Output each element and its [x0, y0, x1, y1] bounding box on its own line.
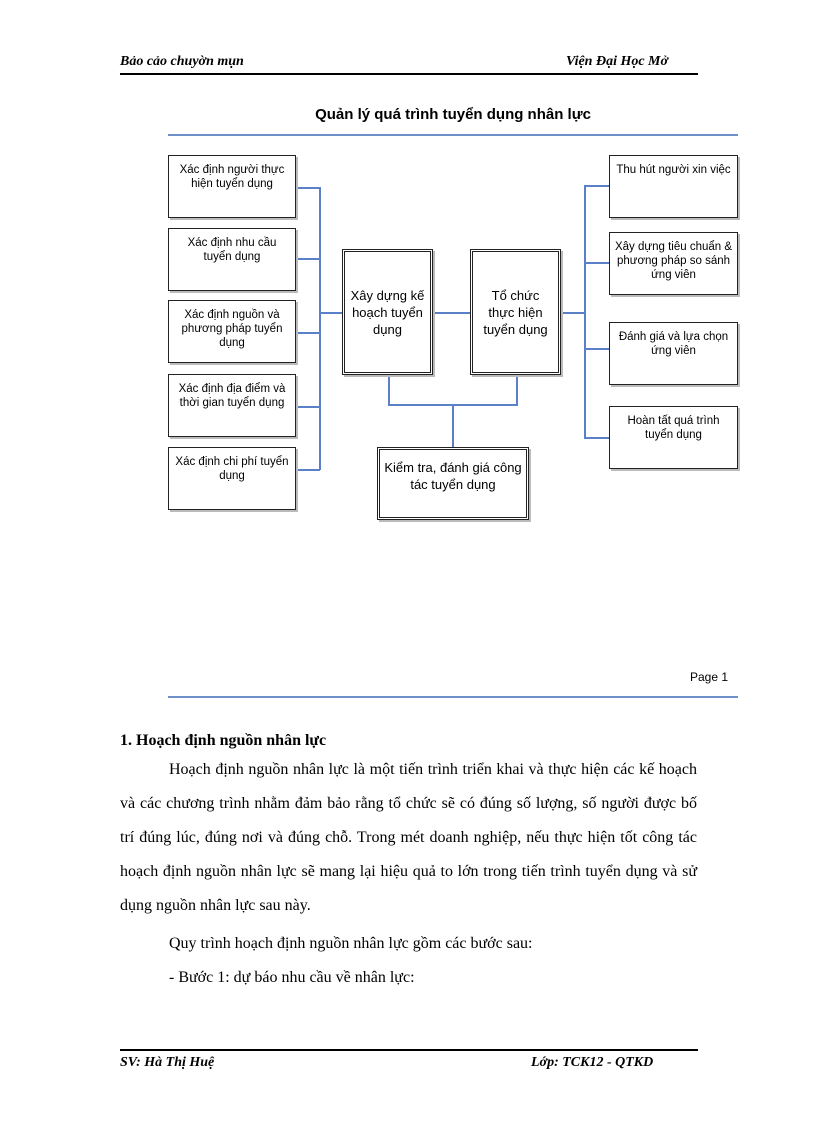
header-rule [120, 73, 698, 75]
page-label: Page 1 [690, 670, 729, 684]
connector [296, 187, 320, 189]
center-plan-box: Xây dựng kế hoạch tuyển dụng [342, 249, 433, 375]
left-box-2: Xác định nhu cầu tuyển dụng [168, 228, 296, 291]
right-box-3: Đánh giá và lựa chọn ứng viên [609, 322, 738, 385]
connector [296, 469, 320, 471]
connector [452, 404, 454, 448]
right-box-2: Xây dựng tiêu chuẩn & phương pháp so sánh ứng viên [609, 232, 738, 295]
footer-right: Lớp: TCK12 - QTKD [531, 1055, 654, 1070]
connector [433, 312, 471, 314]
section-heading: 1. Hoạch định nguồn nhân lực [120, 732, 327, 749]
paragraph-2: Quy trình hoạch định nguồn nhân lực gồm các bước sau: [169, 935, 533, 952]
footer-rule [120, 1049, 698, 1051]
diagram-top-rule [168, 134, 738, 136]
header-right: Viện Đại Học Mở [566, 54, 669, 69]
connector [319, 312, 343, 314]
paragraph-1: Hoạch định nguồn nhân lực là một tiến trình triển khai và thực hiện các kế hoạch và các chương trình nhằm đảm bảo rằng tổ chức sẽ có đúng số lượng, số người được bố trí đúng lúc, đúng nơi và đúng chỗ. Trong mét doanh nghiệp, nếu thực hiện tốt công tác hoạch định nguồn nhân lực sẽ mang lại hiệu quả to lớn trong tiến trình tuyển dụng và sử dụng nguồn nhân lực sau này. [120, 761, 697, 914]
diagram-title: Quản lý quá trình tuyển dụng nhân lực [315, 106, 591, 123]
header-left: Bảo cảo chuyờn mụn [120, 54, 244, 69]
left-box-3: Xác định nguồn và phương pháp tuyển dụng [168, 300, 296, 363]
connector [561, 312, 585, 314]
step-1: - Bước 1: dự báo nhu cầu về nhân lực: [169, 969, 415, 986]
left-box-4: Xác định địa điểm và thời gian tuyển dụng [168, 374, 296, 437]
center-execute-box: Tổ chức thực hiện tuyển dụng [470, 249, 561, 375]
connector [296, 332, 320, 334]
right-box-1: Thu hút người xin việc [609, 155, 738, 218]
connector [388, 374, 390, 405]
right-box-4: Hoàn tất quá trình tuyển dụng [609, 406, 738, 469]
connector [584, 185, 610, 187]
footer-left: SV: Hà Thị Huệ [120, 1055, 215, 1070]
bottom-evaluate-box: Kiểm tra, đánh giá công tác tuyển dụng [377, 447, 529, 520]
connector [516, 374, 518, 405]
connector [584, 437, 610, 439]
connector [319, 187, 321, 470]
connector [296, 258, 320, 260]
connector [584, 262, 610, 264]
body-text [120, 753, 697, 995]
connector [296, 406, 320, 408]
left-box-5: Xác định chi phí tuyển dụng [168, 447, 296, 510]
diagram-bottom-rule [168, 696, 738, 698]
connector [584, 348, 610, 350]
connector [584, 185, 586, 438]
left-box-1: Xác định người thực hiện tuyển dụng [168, 155, 296, 218]
